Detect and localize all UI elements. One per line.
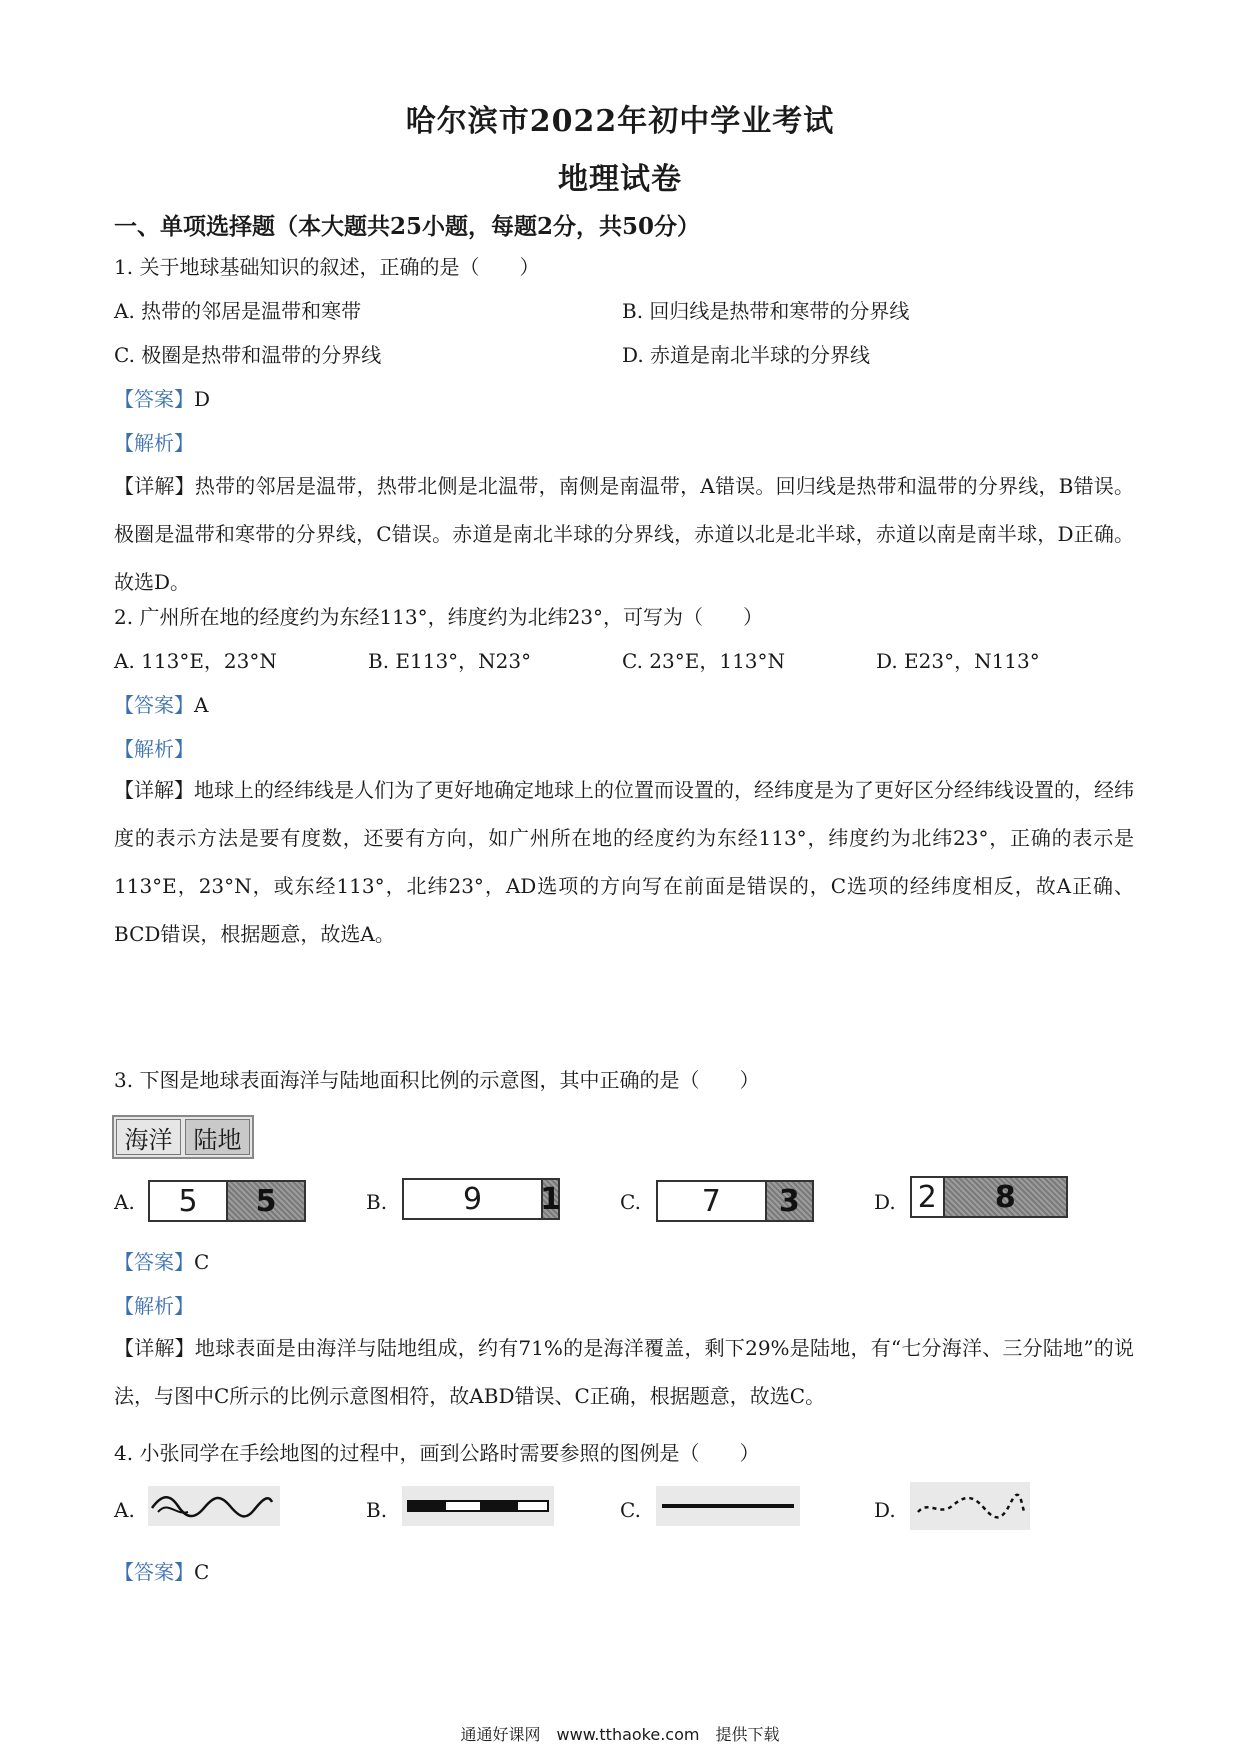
q3-option-a-label: A. — [114, 1190, 135, 1214]
question-2-stem: 2. 广州所在地的经度约为东经113°，纬度约为北纬23°，可写为（ ） — [114, 605, 764, 629]
q3-c-ocean-part: 7 — [701, 1183, 721, 1219]
q3-b-land-part: 1 — [540, 1181, 561, 1217]
dotted-boundary-line-icon — [910, 1482, 1030, 1530]
q1-option-b: B. 回归线是热带和寒带的分界线 — [622, 299, 910, 323]
q2-option-a: A. 113°E，23°N — [114, 649, 277, 673]
railway-line-icon — [402, 1486, 554, 1526]
q2-answer: 【答案】A — [114, 693, 209, 717]
q1-answer: 【答案】D — [114, 387, 211, 411]
question-1-stem: 1. 关于地球基础知识的叙述，正确的是（ ） — [114, 255, 540, 279]
q2-option-d: D. E23°，N113° — [876, 649, 1040, 673]
page-footer: 通通好课网 www.tthaoke.com 提供下载 — [460, 1725, 780, 1744]
exam-subtitle: 地理试卷 — [558, 162, 682, 197]
q3-option-b-ratio-bar — [402, 1178, 560, 1220]
river-wavy-line-icon — [148, 1486, 280, 1526]
q3-c-land-part: 3 — [765, 1182, 812, 1220]
q3-option-a-ratio-bar — [148, 1180, 306, 1222]
ocean-land-legend — [112, 1115, 254, 1159]
q3-analysis-label: 【解析】 — [114, 1294, 194, 1318]
q1-option-d: D. 赤道是南北半球的分界线 — [622, 343, 871, 367]
q3-option-b-label: B. — [366, 1190, 388, 1214]
q4-option-d-label: D. — [874, 1498, 896, 1522]
q1-analysis-label: 【解析】 — [114, 431, 194, 455]
q3-option-d-label: D. — [874, 1190, 896, 1214]
q4-answer: 【答案】C — [114, 1560, 210, 1584]
q4-option-c-label: C. — [620, 1498, 641, 1522]
q2-detail: 【详解】地球上的经纬线是人们为了更好地确定地球上的位置而设置的，经纬度是为了更好区分经纬线设置的，经纬度的表示方法是要有度数，还要有方向，如广州所在地的经度约为东经113°，纬度约为北纬23°，正确的表示是113°E，23°N，或东经113°，北纬23°，AD选项的方向写在前面是错误的，C选项的经纬度相反，故A正确、BCD错误，根据题意，故选A。 — [114, 778, 1134, 946]
q4-option-b-label: B. — [366, 1498, 388, 1522]
section-heading: 一、单项选择题（本大题共25小题，每题2分，共50分） — [114, 213, 701, 240]
q3-b-ocean-part: 9 — [462, 1181, 483, 1217]
q2-analysis-label: 【解析】 — [114, 737, 194, 761]
legend-ocean: 海洋 — [116, 1119, 181, 1155]
q1-option-a: A. 热带的邻居是温带和寒带 — [114, 299, 362, 323]
q1-option-c: C. 极圈是热带和温带的分界线 — [114, 343, 382, 367]
exam-title: 哈尔滨市2022年初中学业考试 — [405, 104, 835, 139]
q3-answer: 【答案】C — [114, 1250, 210, 1274]
q3-d-land-part: 8 — [943, 1178, 1066, 1216]
q2-option-c: C. 23°E，113°N — [622, 649, 786, 673]
q4-option-a-label: A. — [114, 1498, 135, 1522]
q3-detail: 【详解】地球表面是由海洋与陆地组成，约有71%的是海洋覆盖，剩下29%是陆地，有“七分海洋、三分陆地”的说法，与图中C所示的比例示意图相符，故ABD错误、C正确，根据题意，故选C。 — [114, 1336, 1134, 1408]
road-line-icon — [656, 1486, 800, 1526]
q3-a-ocean-part: 5 — [178, 1183, 198, 1219]
legend-land: 陆地 — [185, 1119, 250, 1155]
q3-a-land-part: 5 — [226, 1182, 304, 1220]
q1-detail: 【详解】热带的邻居是温带，热带北侧是北温带，南侧是南温带，A错误。回归线是热带和温带的分界线，B错误。极圈是温带和寒带的分界线，C错误。赤道是南北半球的分界线，赤道以北是北半球，赤道以南是南半球，D正确。故选D。 — [114, 474, 1135, 594]
q3-option-d-ratio-bar — [910, 1176, 1068, 1218]
question-3-stem: 3. 下图是地球表面海洋与陆地面积比例的示意图，其中正确的是（ ） — [114, 1068, 760, 1092]
q2-option-b: B. E113°，N23° — [368, 649, 532, 673]
question-4-stem: 4. 小张同学在手绘地图的过程中，画到公路时需要参照的图例是（ ） — [114, 1441, 760, 1465]
q3-option-c-label: C. — [620, 1190, 641, 1214]
q3-d-ocean-part: 2 — [917, 1179, 937, 1215]
q3-option-c-ratio-bar — [656, 1180, 814, 1222]
